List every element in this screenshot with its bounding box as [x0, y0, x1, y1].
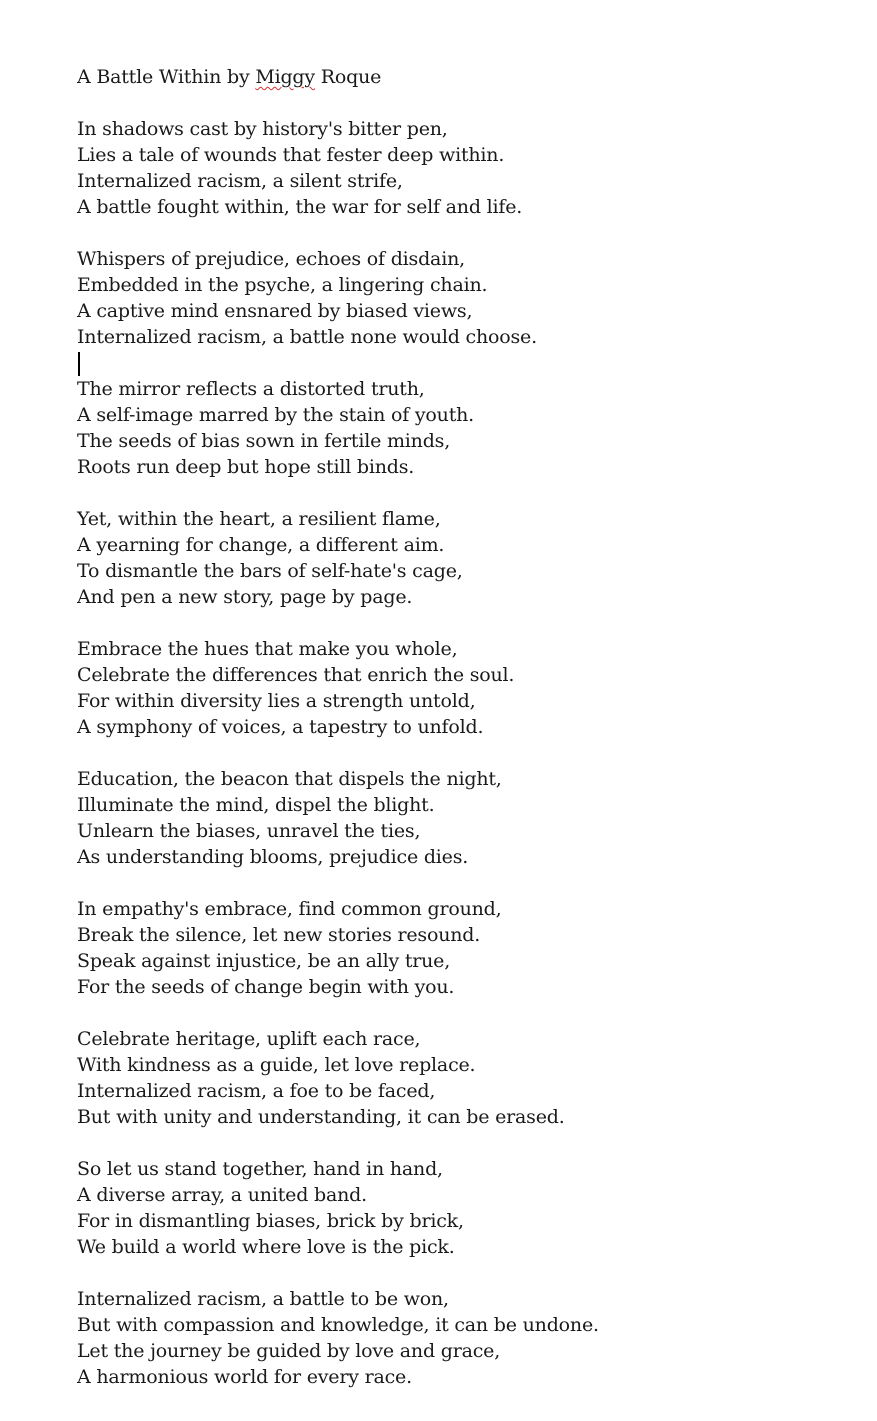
poem-line: Roots run deep but hope still binds. [77, 456, 415, 478]
poem-line: Unlearn the biases, unravel the ties, [77, 820, 421, 842]
stanza [77, 1156, 857, 1260]
misspelled-word[interactable]: Miggy [255, 66, 315, 88]
poem-line: A captive mind ensnared by biased views, [77, 300, 473, 322]
poem-line: For in dismantling biases, brick by brick, [77, 1210, 464, 1232]
poem-line: Embrace the hues that make you whole, [77, 638, 458, 660]
poem-line: Embedded in the psyche, a lingering chain. [77, 274, 488, 296]
poem-line: For within diversity lies a strength untold, [77, 690, 476, 712]
blank-line [77, 1130, 857, 1156]
poem-line: Celebrate heritage, uplift each race, [77, 1028, 421, 1050]
stanza [77, 766, 857, 870]
blank-line [77, 480, 857, 506]
poem-line: A harmonious world for every race. [77, 1366, 412, 1388]
stanza [77, 376, 857, 480]
poem-line: Internalized racism, a foe to be faced, [77, 1080, 436, 1102]
poem-line: Internalized racism, a silent strife, [77, 170, 403, 192]
stanza [77, 116, 857, 220]
poem-line: Lies a tale of wounds that fester deep within. [77, 144, 505, 166]
poem-line: Break the silence, let new stories resound. [77, 924, 481, 946]
poem-line: So let us stand together, hand in hand, [77, 1158, 443, 1180]
poem-line: Internalized racism, a battle to be won, [77, 1288, 449, 1310]
poem-line: In empathy's embrace, find common ground, [77, 898, 502, 920]
poem-line: Illuminate the mind, dispel the blight. [77, 794, 435, 816]
text-cursor [78, 352, 80, 376]
poem-line: Internalized racism, a battle none would choose. [77, 326, 537, 348]
blank-line [77, 1260, 857, 1286]
stanza [77, 246, 857, 350]
title-prefix: A Battle Within by [77, 66, 256, 88]
poem-line: And pen a new story, page by page. [77, 586, 413, 608]
poem-line: But with unity and understanding, it can be erased. [77, 1106, 565, 1128]
blank-line [77, 740, 857, 766]
poem-line: For the seeds of change begin with you. [77, 976, 455, 998]
blank-line-with-caret[interactable] [77, 350, 857, 376]
stanza [77, 506, 857, 610]
poem-line: Whispers of prejudice, echoes of disdain, [77, 248, 465, 270]
poem-line: The mirror reflects a distorted truth, [77, 378, 425, 400]
poem-line: A symphony of voices, a tapestry to unfold. [77, 716, 484, 738]
stanza [77, 896, 857, 1000]
poem-line: Celebrate the differences that enrich the soul. [77, 664, 515, 686]
blank-line [77, 610, 857, 636]
poem-line: To dismantle the bars of self-hate's cage, [77, 560, 463, 582]
poem-line: A self-image marred by the stain of youth. [77, 404, 475, 426]
document-body[interactable] [77, 64, 857, 1390]
poem-title [77, 64, 857, 90]
blank-line [77, 90, 857, 116]
poem-line: Education, the beacon that dispels the night, [77, 768, 502, 790]
poem-line: Speak against injustice, be an ally true, [77, 950, 451, 972]
poem-line: The seeds of bias sown in fertile minds, [77, 430, 451, 452]
blank-line [77, 220, 857, 246]
title-suffix: Roque [314, 66, 382, 88]
blank-line [77, 870, 857, 896]
stanza [77, 1286, 857, 1390]
poem-line: A battle fought within, the war for self and life. [77, 196, 523, 218]
poem-line: In shadows cast by history's bitter pen, [77, 118, 448, 140]
stanza [77, 1026, 857, 1130]
stanza [77, 636, 857, 740]
poem-line: But with compassion and knowledge, it can be undone. [77, 1314, 599, 1336]
poem-line: With kindness as a guide, let love replace. [77, 1054, 476, 1076]
poem-line: As understanding blooms, prejudice dies. [77, 846, 469, 868]
poem-line: A yearning for change, a different aim. [77, 534, 445, 556]
poem-line: Let the journey be guided by love and grace, [77, 1340, 501, 1362]
poem-line: A diverse array, a united band. [77, 1184, 367, 1206]
blank-line [77, 1000, 857, 1026]
poem-line: Yet, within the heart, a resilient flame, [77, 508, 441, 530]
poem-line: We build a world where love is the pick. [77, 1236, 455, 1258]
